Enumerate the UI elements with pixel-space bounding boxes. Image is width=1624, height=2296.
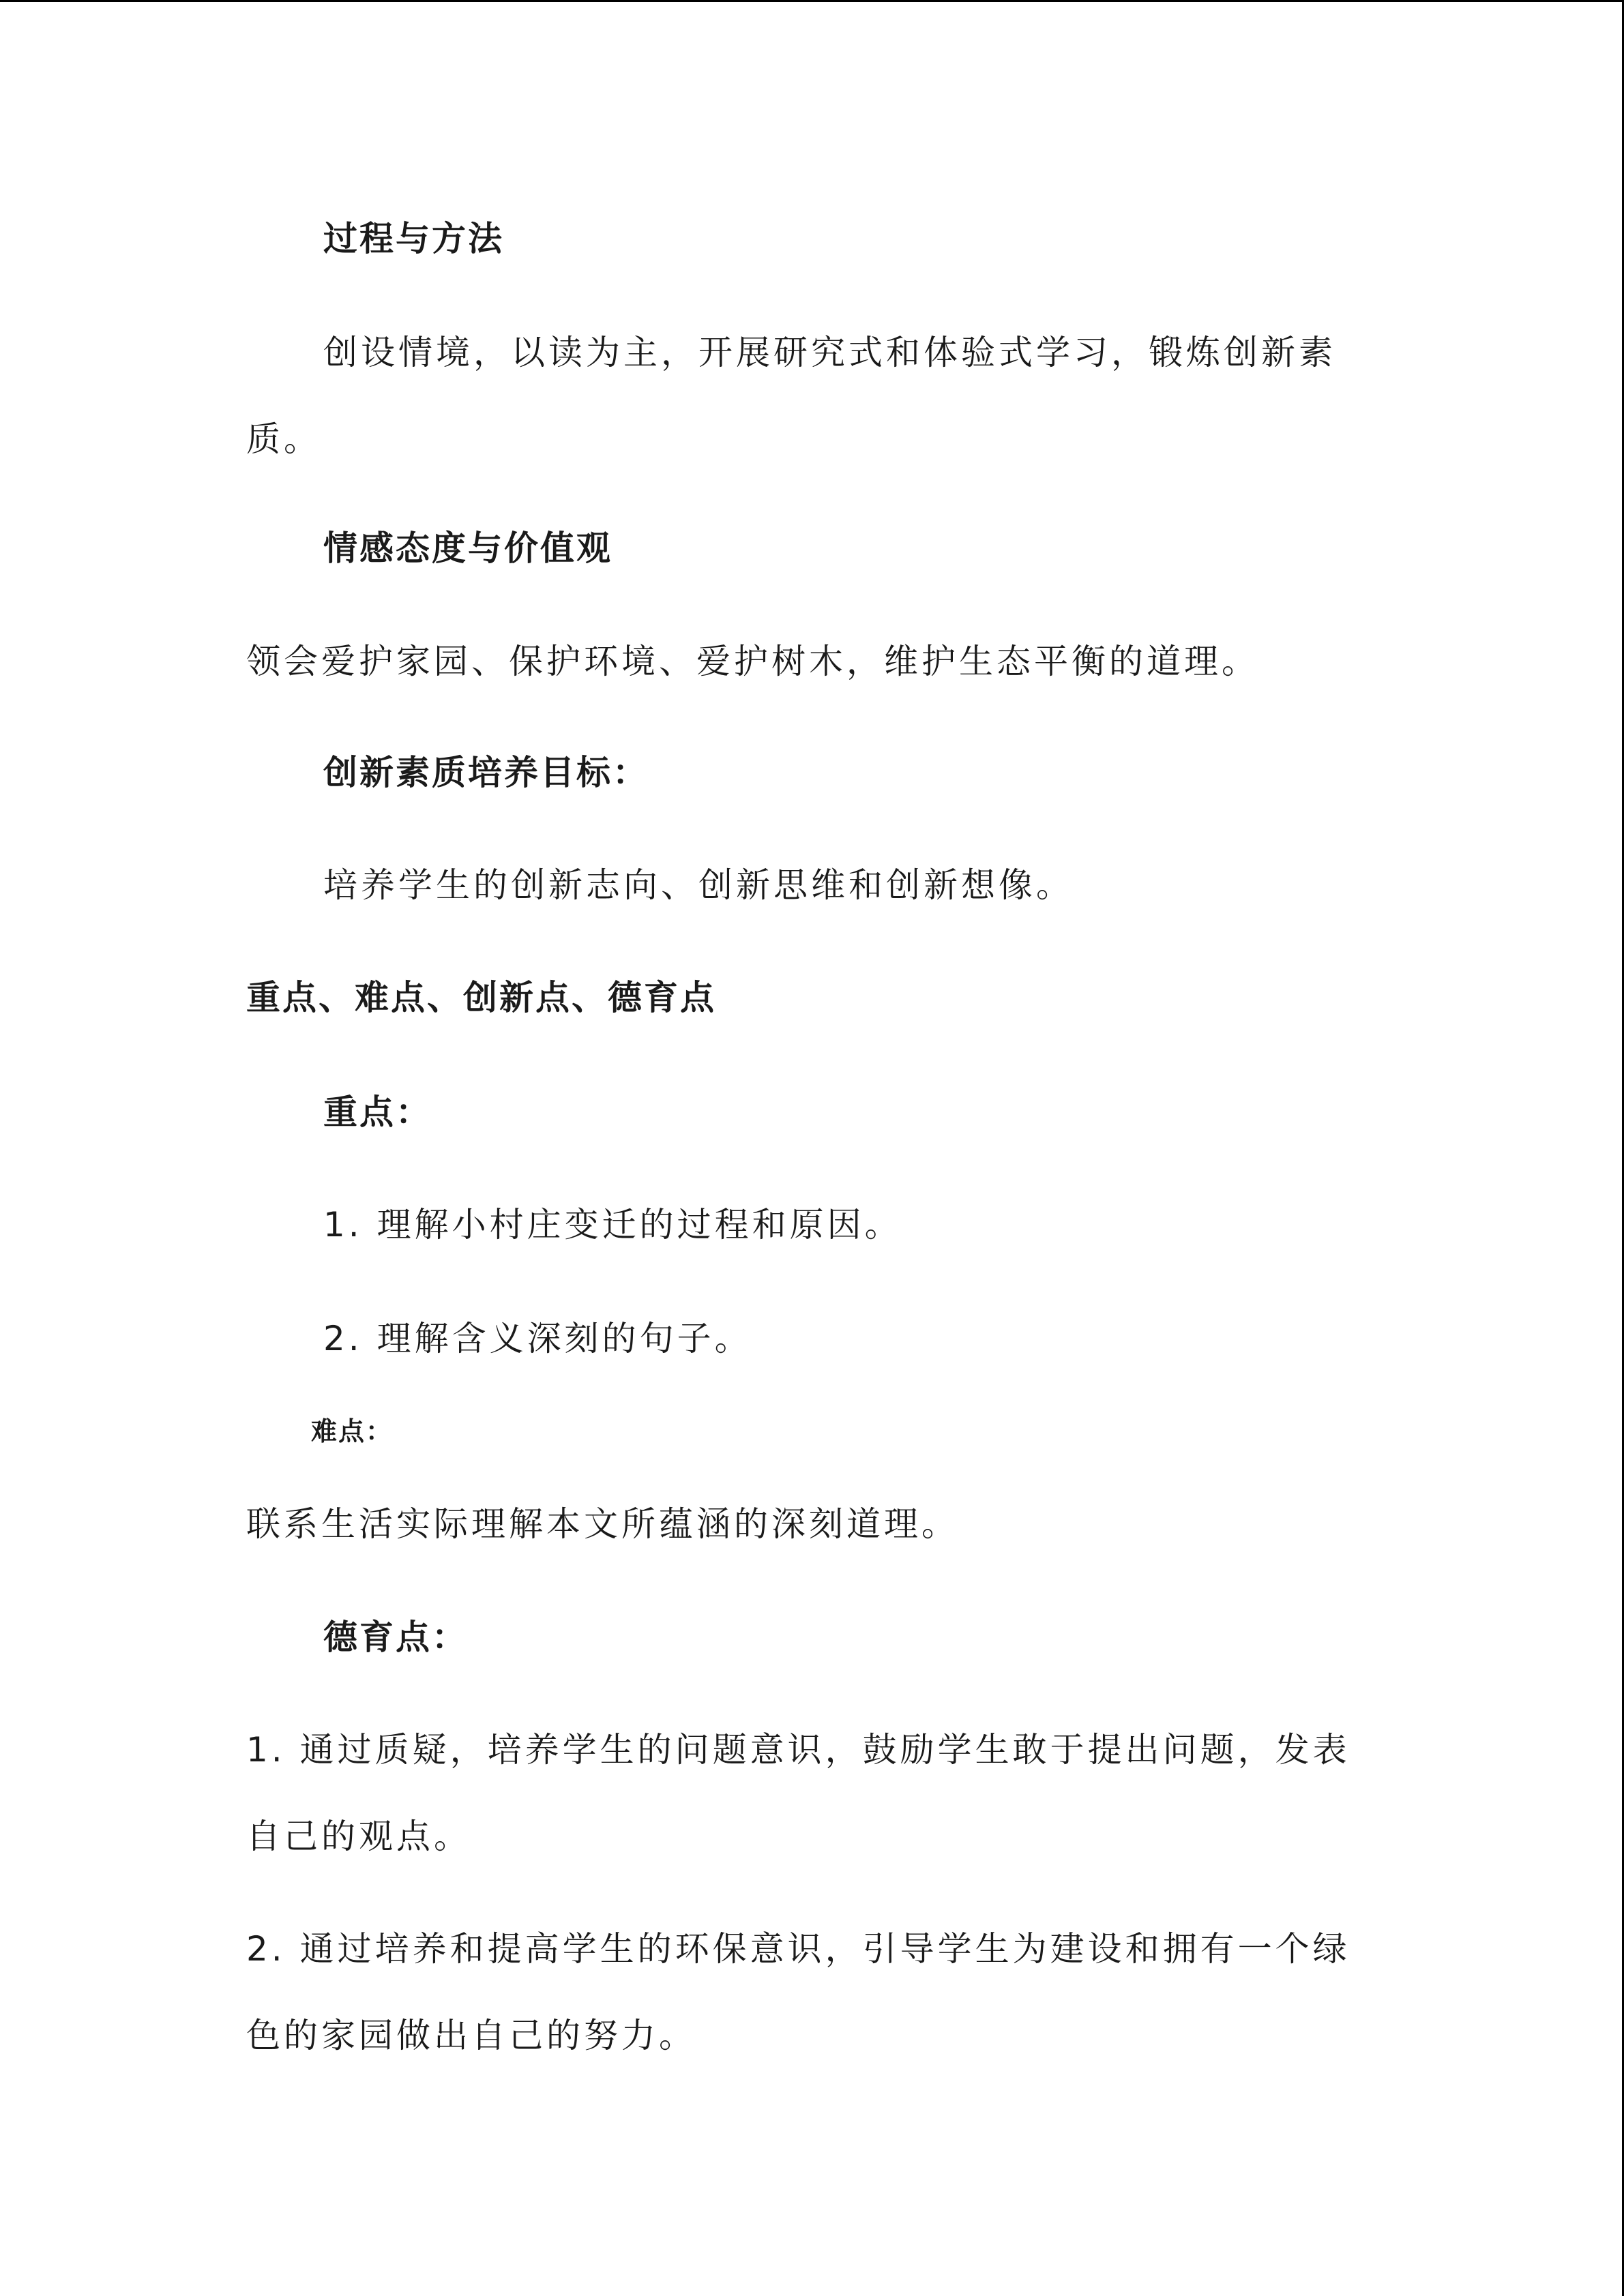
key-heading: 重点： (323, 1092, 432, 1132)
page-top-border (0, 0, 1624, 2)
difficulty-heading: 难点： (311, 1416, 394, 1446)
key-list-item-1: 1. 理解小村庄变迁的过程和原因。 (323, 1205, 902, 1244)
moral-list-item-2-line-1: 2. 通过培养和提高学生的环保意识，引导学生为建设和拥有一个绿 (246, 1929, 1350, 1969)
innovation-goal-paragraph: 培养学生的创新志向、创新思维和创新想像。 (323, 865, 1074, 905)
moral-list-item-1-line-1: 1. 通过质疑，培养学生的问题意识，鼓励学生敢于提出问题，发表 (246, 1730, 1350, 1770)
process-method-heading: 过程与方法 (323, 219, 504, 258)
emotion-paragraph: 领会爱护家园、保护环境、爱护树木，维护生态平衡的道理。 (246, 642, 1259, 681)
moral-list-item-1-line-2: 自己的观点。 (246, 1817, 471, 1856)
innovation-goal-heading: 创新素质培养目标： (323, 753, 649, 792)
moral-list-item-2-line-2: 色的家园做出自己的努力。 (246, 2016, 696, 2055)
key-points-section-heading: 重点、难点、创新点、德育点 (246, 978, 716, 1017)
process-method-paragraph-line-2: 质。 (246, 419, 321, 459)
difficulty-paragraph: 联系生活实际理解本文所蕴涵的深刻道理。 (246, 1504, 959, 1544)
moral-heading: 德育点： (323, 1617, 468, 1657)
key-list-item-2: 2. 理解含义深刻的句子。 (323, 1319, 752, 1358)
emotion-heading: 情感态度与价值观 (323, 528, 612, 568)
process-method-paragraph-line-1: 创设情境，以读为主，开展研究式和体验式学习，锻炼创新素 (323, 333, 1336, 372)
